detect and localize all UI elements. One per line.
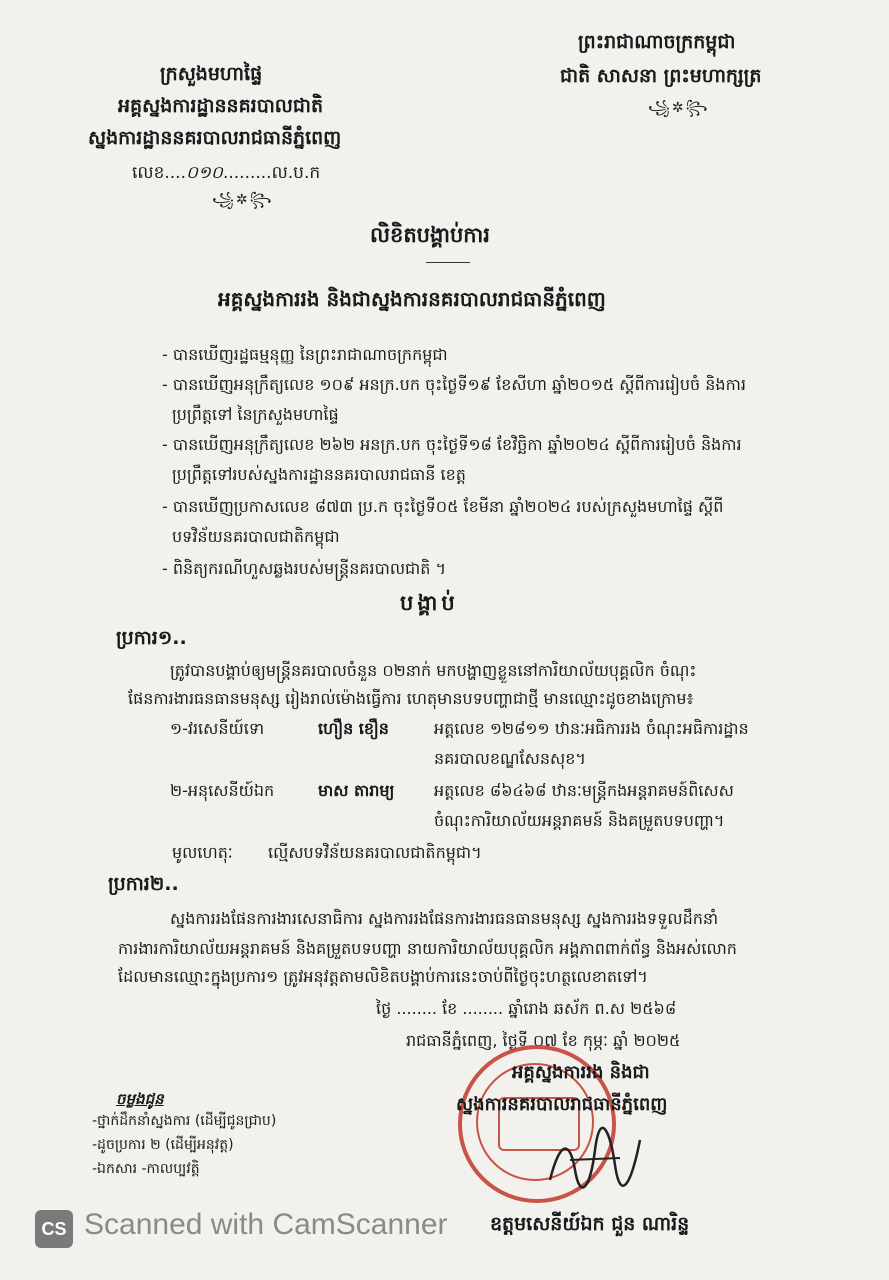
- consideration-3: - បានឃើញអនុក្រឹត្យលេខ ២៦២ អនក្រ.បក ចុះថ្ងៃទី១៨ ខែវិច្ឆិកា ឆ្នាំ២០២៤ ស្ដីពីការរៀបចំ និងការ: [162, 435, 742, 454]
- consideration-2: - បានឃើញអនុក្រឹត្យលេខ ១០៩ អនក្រ.បក ចុះថ្ងៃទី១៩ ខែសីហា ឆ្នាំ២០១៥ ស្ដីពីការរៀបចំ និងការ: [162, 375, 746, 394]
- recipient-item-3: -ឯកសារ -កាលប្បវត្តិ: [92, 1161, 200, 1177]
- consideration-4: - បានឃើញប្រកាសលេខ ៨៧៣ ប្រ.ក ចុះថ្ងៃទី០៥ ខែមីនា ឆ្នាំ២០២៤ របស់ក្រសួងមហាផ្ទៃ ស្ដីពី: [162, 497, 724, 516]
- date-lunar: ថ្ងៃ ........ ខែ ........ ឆ្នាំរោង ឆស័ក ព.ស ២៥៦៨: [376, 999, 677, 1018]
- article-1-label: ប្រការ១..: [116, 627, 187, 649]
- person-1-detail-2: នគរបាលខណ្ឌសែនសុខ។: [434, 749, 586, 768]
- recipients-heading: ចម្លងជូន: [116, 1090, 164, 1108]
- signature-title-1: អគ្គស្នងការរង និងជា: [512, 1062, 650, 1083]
- issuer-title: អគ្គស្នងការរង និងជាស្នងការនគរបាលរាជធានីភ្នំពេញ: [218, 287, 606, 311]
- document-number: លេខ....០១០.........ល.ប.ក: [132, 163, 321, 183]
- article-1-text-1: ត្រូវបានបង្គាប់ឲ្យមន្ត្រីនគរបាលចំនួន ០២នាក់ មកបង្ហាញខ្លួននៅការិយាល័យបុគ្គលិក ចំណុះ: [170, 661, 697, 680]
- signature-title-2: ស្នងការនគរបាលរាជធានីភ្នំពេញ: [456, 1094, 668, 1115]
- camscanner-watermark-text: Scanned with CamScanner: [84, 1208, 448, 1241]
- title-divider: [426, 262, 470, 263]
- reason-label: មូលហេតុៈ: [172, 843, 233, 862]
- order-heading: បង្គាប់: [400, 591, 459, 615]
- recipient-item-2: -ដូចប្រការ ២ (ដើម្បីអនុវត្ត): [92, 1137, 234, 1153]
- person-1-name: ហឿន ខឿន: [318, 719, 389, 738]
- article-1-text-2: ផែនការងារធនធានមនុស្ស រៀងរាល់ម៉ោងធ្វើការ ហេតុមានបទបញ្ហាជាថ្មី មានឈ្មោះដូចខាងក្រោម៖: [128, 689, 694, 708]
- article-2-line-2: ការងារការិយាល័យអន្តរាគមន៍ និងគម្រួតបទបញ្ហា នាយការិយាល័យបុគ្គលិក អង្គភាពពាក់ព័ន្ធ និងអស់លោក: [118, 939, 737, 958]
- national-motto: ជាតិ សាសនា ព្រះមហាក្សត្រ: [560, 65, 762, 87]
- consideration-3-cont: ប្រព្រឹត្តទៅរបស់ស្នងការដ្ឋាននគរបាលរាជធានី ខេត្ត: [172, 465, 466, 484]
- commissariat-name: អគ្គស្នងការដ្ឋាននគរបាលជាតិ: [118, 95, 324, 117]
- ministry-name: ក្រសួងមហាផ្ទៃ: [160, 63, 263, 85]
- date-solar: រាជធានីភ្នំពេញ, ថ្ងៃទី ០៧ ខែ កុម្ភៈ ឆ្នាំ ២០២៥: [406, 1031, 681, 1050]
- handwritten-signature: [540, 1120, 650, 1200]
- ornament-right: ꧁✲꧂: [648, 100, 710, 116]
- reason-text: ល្មើសបទវិន័យនគរបាលជាតិកម្ពុជា។: [268, 843, 482, 862]
- consideration-4-cont: បទវិន័យនគរបាលជាតិកម្ពុជា: [172, 527, 340, 546]
- number-prefix: លេខ: [132, 163, 165, 183]
- article-2-line-1: ស្នងការរងផែនការងារសេនាធិការ ស្នងការរងផែនការងារធនធានមនុស្ស ស្នងការរងទទួលដឹកនាំ: [170, 909, 719, 928]
- consideration-2-cont: ប្រព្រឹត្តទៅ នៃក្រសួងមហាផ្ទៃ: [172, 405, 339, 424]
- consideration-1: - បានឃើញរដ្ឋធម្មនុញ្ញ នៃព្រះរាជាណាចក្រកម្ពុជា: [162, 345, 448, 364]
- camscanner-logo: CS: [35, 1210, 73, 1248]
- person-2-rank: ២-អនុសេនីយ៍ឯក: [170, 781, 275, 800]
- phnom-penh-commissariat: ស្នងការដ្ឋាននគរបាលរាជធានីភ្នំពេញ: [88, 127, 342, 149]
- number-value: ០១០: [186, 163, 223, 183]
- person-2-name: មាស តារាម្យ: [318, 781, 395, 800]
- signatory-name: ឧត្តមសេនីយ៍ឯក ជួន ណារិន្ទ: [490, 1213, 690, 1235]
- document-title: លិខិតបង្គាប់ការ: [370, 223, 490, 247]
- kingdom-name: ព្រះរាជាណាចក្រកម្ពុជា: [578, 31, 736, 53]
- number-suffix: ល.ប.ក: [271, 163, 321, 183]
- article-2-line-3: ដែលមានឈ្មោះក្នុងប្រការ១ ត្រូវអនុវត្តតាមលិខិតបង្គាប់ការនេះចាប់ពីថ្ងៃចុះហត្ថលេខាតទៅ។: [118, 967, 648, 986]
- person-1-detail-1: អត្តលេខ ១២៨១១ ឋានៈអធិការរង ចំណុះអធិការដ្ឋាន: [434, 719, 749, 738]
- recipient-item-1: -ថ្នាក់ដឹកនាំស្នងការ (ដើម្បីជូនជ្រាប): [92, 1113, 277, 1129]
- article-2-label: ប្រការ២..: [108, 873, 179, 895]
- person-1-rank: ១-វរសេនីយ៍ទោ: [170, 719, 265, 738]
- consideration-5: - ពិនិត្យករណីហួសឆ្លងរបស់មន្ត្រីនគរបាលជាតិ ។: [162, 559, 447, 578]
- person-2-detail-1: អត្តលេខ ៨៦៤៦៨ ឋានៈមន្ត្រីកងអន្តរាគមន៍ពិសេស: [434, 781, 734, 800]
- ornament-left: ꧁✲꧂: [212, 192, 274, 208]
- person-2-detail-2: ចំណុះការិយាល័យអន្តរាគមន៍ និងគម្រួតបទបញ្ហា។: [434, 811, 725, 830]
